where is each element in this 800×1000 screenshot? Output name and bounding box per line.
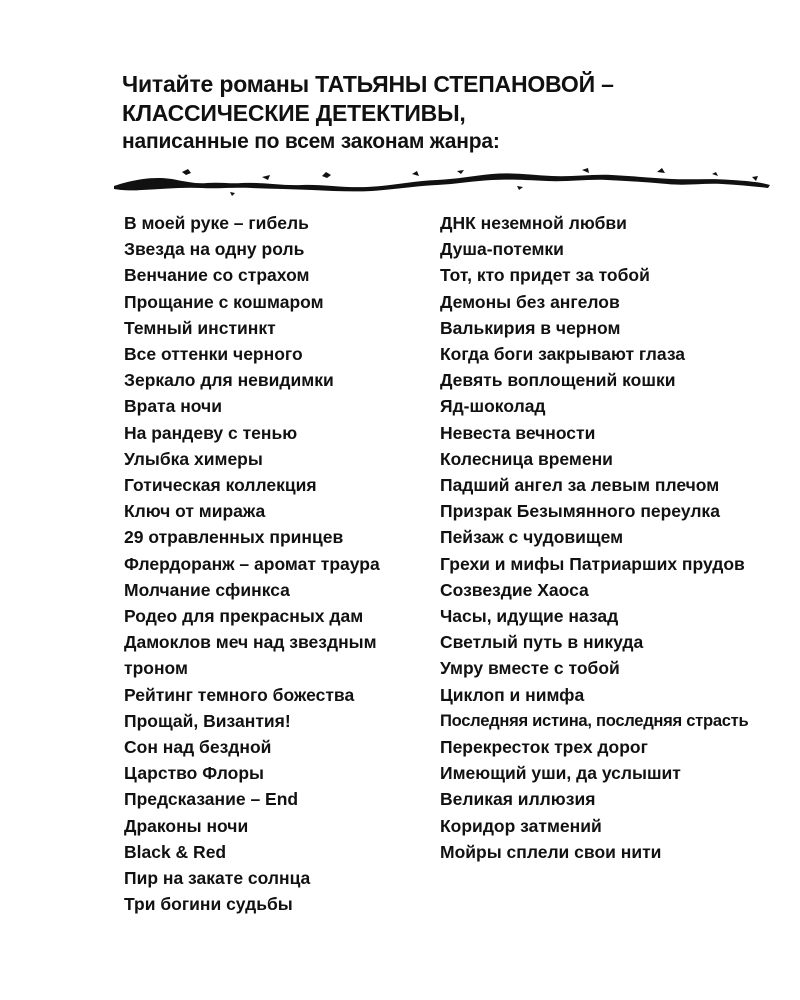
right-title-list: [440, 210, 790, 865]
book-title: Валькирия в черном: [440, 317, 621, 338]
book-title: Венчание со страхом: [124, 265, 310, 286]
book-title: Тот, кто придет за тобой: [440, 265, 650, 286]
book-title: Имеющий уши, да услышит: [440, 763, 681, 784]
book-title: Перекресток трех дорог: [440, 737, 648, 758]
book-title: Драконы ночи: [124, 815, 249, 836]
book-title: Падший ангел за левым плечом: [440, 475, 720, 496]
book-title: Последняя истина, последняя страсть: [440, 710, 749, 730]
header-line-1: Читайте романы ТАТЬЯНЫ СТЕПАНОВОЙ –: [122, 71, 614, 97]
book-title: Все оттенки черного: [124, 344, 303, 365]
book-title: Предсказание – End: [124, 789, 299, 810]
book-title: Грехи и мифы Патриарших прудов: [440, 553, 745, 574]
book-title: Яд-шоколад: [440, 396, 546, 417]
book-title: Пир на закате солнца: [124, 868, 311, 889]
book-title: Девять воплощений кошки: [440, 370, 676, 391]
book-title: Зеркало для невидимки: [124, 370, 334, 391]
book-title: Царство Флоры: [124, 763, 264, 784]
book-title: Циклоп и нимфа: [440, 684, 585, 705]
book-title: Врата ночи: [124, 396, 222, 417]
book-title: Темный инстинкт: [124, 317, 276, 338]
book-title: Душа-потемки: [440, 239, 564, 260]
book-title: Коридор затмений: [440, 815, 602, 836]
header-line-3: написанные по всем законам жанра:: [122, 130, 500, 153]
book-title: Великая иллюзия: [440, 789, 596, 810]
book-title: Мойры сплели свои нити: [440, 841, 662, 862]
book-title: Умру вместе с тобой: [440, 658, 620, 679]
book-title: Молчание сфинкса: [124, 579, 290, 600]
book-title: Готическая коллекция: [124, 475, 317, 496]
brush-stroke-path: [114, 173, 770, 191]
book-title: Часы, идущие назад: [440, 606, 619, 627]
book-title: Призрак Безымянного переулка: [440, 501, 720, 522]
book-title: ДНК неземной любви: [440, 213, 627, 233]
book-title: Звезда на одну роль: [124, 239, 305, 260]
book-title: Невеста вечности: [440, 422, 596, 443]
book-title: Рейтинг темного божества: [124, 684, 355, 705]
book-title: Black & Red: [124, 841, 227, 862]
book-title: Дамоклов меч над звездным троном: [124, 632, 377, 679]
book-title: Созвездие Хаоса: [440, 579, 589, 600]
book-title: Прощай, Византия!: [124, 710, 291, 731]
book-title: На рандеву с тенью: [124, 422, 298, 443]
book-title: Родео для прекрасных дам: [124, 606, 364, 627]
book-title: Три богини судьбы: [124, 894, 293, 915]
book-title: Прощание с кошмаром: [124, 291, 324, 312]
book-title: Колесница времени: [440, 448, 613, 469]
brush-stroke-divider: [112, 162, 772, 198]
book-title: Флердоранж – аромат траура: [124, 553, 380, 574]
book-title: Улыбка химеры: [124, 448, 263, 469]
book-title: Ключ от миража: [124, 501, 266, 522]
book-title: Светлый путь в никуда: [440, 632, 644, 653]
book-title: Демоны без ангелов: [440, 291, 620, 312]
header-line-2: КЛАССИЧЕСКИЕ ДЕТЕКТИВЫ,: [122, 100, 466, 126]
page-header: [122, 70, 722, 155]
book-title: Когда боги закрывают глаза: [440, 344, 686, 365]
book-title: 29 отравленных принцев: [124, 527, 344, 548]
book-title: Пейзаж с чудовищем: [440, 527, 624, 548]
book-title: В моей руке – гибель: [124, 213, 309, 233]
left-title-list: [124, 210, 424, 917]
book-title: Сон над бездной: [124, 737, 272, 758]
